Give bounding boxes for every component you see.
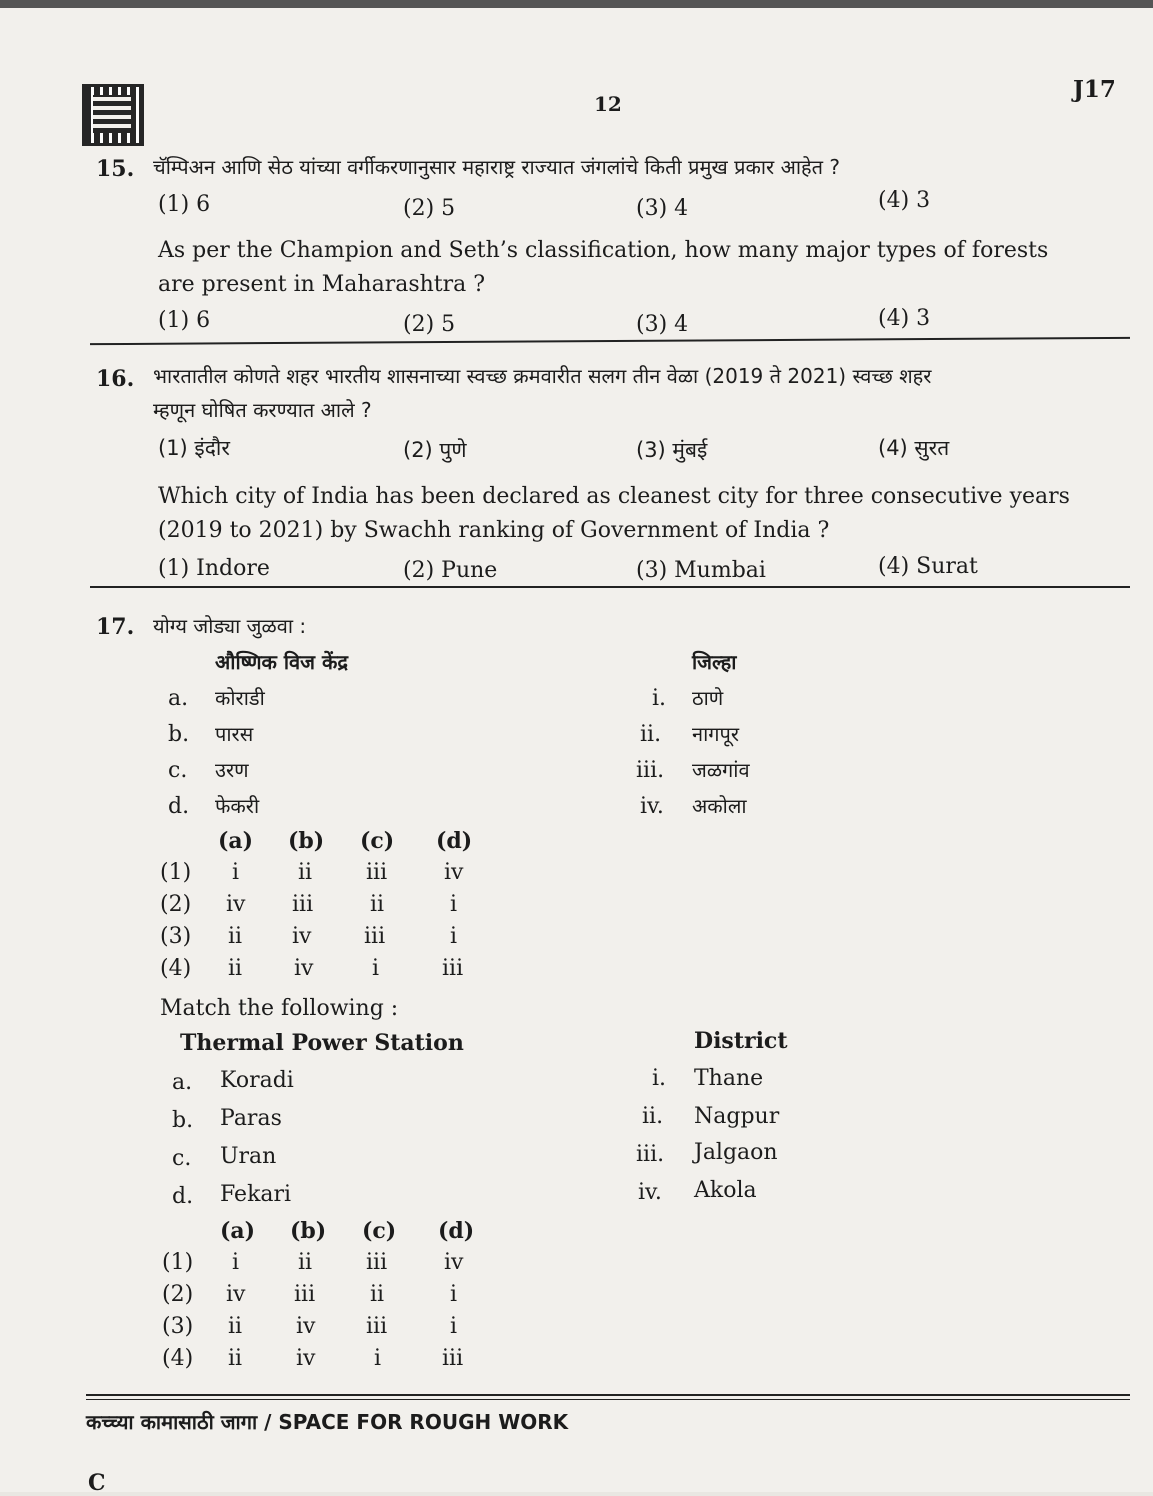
grid-cell: iv	[444, 860, 464, 885]
grid-head: (b)	[288, 828, 325, 854]
grid-cell: i	[450, 892, 458, 917]
list-value: Koradi	[220, 1068, 294, 1093]
grid-head: (b)	[290, 1218, 327, 1244]
list-key: b.	[168, 722, 190, 747]
grid-cell: i	[450, 1314, 458, 1339]
grid-row-number[interactable]: (1)	[162, 1250, 194, 1275]
grid-cell: iii	[442, 1346, 464, 1371]
list-key: iii.	[636, 758, 665, 783]
list-value: उरण	[215, 758, 249, 782]
grid-head: (d)	[436, 828, 473, 854]
divider	[86, 1394, 1130, 1396]
list-key: iv.	[638, 1180, 662, 1205]
list-value: कोराडी	[215, 686, 265, 710]
grid-cell: iii	[294, 1282, 316, 1307]
grid-cell: iv	[296, 1314, 316, 1339]
list-key: c.	[168, 758, 188, 783]
question-text-en: Match the following :	[160, 996, 399, 1021]
grid-cell: ii	[228, 1346, 243, 1371]
question-text-mr: चॅम्पिअन आणि सेठ यांच्या वर्गीकरणानुसार महाराष्ट्र राज्यात जंगलांचे किती प्रमुख प्रकार आहेत ?	[153, 155, 841, 179]
list-key: d.	[172, 1184, 194, 1209]
list-value: Thane	[694, 1066, 764, 1091]
grid-cell: iv	[444, 1250, 464, 1275]
set-mark: C	[88, 1470, 106, 1496]
rough-work-footer: कच्च्या कामासाठी जागा / SPACE FOR ROUGH WORK	[86, 1410, 569, 1434]
grid-head: (a)	[220, 1218, 256, 1244]
list-key: iv.	[640, 794, 664, 819]
grid-cell: ii	[228, 956, 243, 981]
grid-head: (a)	[218, 828, 254, 854]
column-head: जिल्हा	[692, 650, 737, 674]
list-key: i.	[652, 686, 667, 711]
question-text-mr: योग्य जोड्या जुळवा :	[153, 614, 307, 638]
grid-cell: ii	[370, 892, 385, 917]
grid-cell: iii	[292, 892, 314, 917]
option[interactable]: (4) 3	[878, 188, 931, 213]
question-text-en: As per the Champion and Seth’s classification, how many major types of forests	[158, 238, 1049, 263]
list-key: b.	[172, 1108, 194, 1133]
top-edge	[0, 0, 1153, 8]
grid-cell: iv	[292, 924, 312, 949]
grid-cell: iv	[226, 892, 246, 917]
list-value: जळगांव	[692, 758, 750, 782]
question-text-en: (2019 to 2021) by Swachh ranking of Government of India ?	[158, 518, 830, 543]
question-number: 16.	[96, 366, 135, 392]
column-head: Thermal Power Station	[180, 1030, 464, 1056]
option[interactable]: (4) सुरत	[878, 436, 950, 460]
grid-row-number[interactable]: (4)	[160, 956, 192, 981]
option[interactable]: (1) Indore	[158, 556, 270, 581]
grid-cell: iv	[296, 1346, 316, 1371]
option[interactable]: (2) Pune	[403, 558, 498, 583]
list-value: Nagpur	[694, 1104, 780, 1129]
question-text-en: are present in Maharashtra ?	[158, 272, 486, 297]
list-value: पारस	[215, 722, 254, 746]
list-key: d.	[168, 794, 190, 819]
list-value: Paras	[220, 1106, 282, 1131]
grid-cell: ii	[228, 924, 243, 949]
option[interactable]: (3) 4	[636, 196, 689, 221]
grid-cell: iii	[366, 1250, 388, 1275]
option[interactable]: (1) इंदौर	[158, 436, 230, 460]
column-head: District	[694, 1028, 788, 1054]
option[interactable]: (1) 6	[158, 308, 211, 333]
grid-cell: ii	[298, 1250, 313, 1275]
question-number: 15.	[96, 156, 135, 182]
option[interactable]: (2) 5	[403, 196, 456, 221]
list-value: फेकरी	[215, 794, 260, 818]
grid-row-number[interactable]: (4)	[162, 1346, 194, 1371]
list-key: a.	[172, 1070, 193, 1095]
grid-cell: iii	[366, 860, 388, 885]
option[interactable]: (1) 6	[158, 192, 211, 217]
question-number: 17.	[96, 614, 135, 640]
grid-cell: ii	[228, 1314, 243, 1339]
list-value: Fekari	[220, 1182, 292, 1207]
divider	[86, 1399, 1130, 1400]
question-text-en: Which city of India has been declared as cleanest city for three consecutive years	[158, 484, 1070, 509]
list-value: अकोला	[692, 794, 747, 818]
option[interactable]: (3) Mumbai	[636, 558, 766, 583]
option[interactable]: (3) मुंबई	[636, 438, 708, 462]
column-head: औष्णिक विज केंद्र	[215, 650, 348, 674]
grid-cell: i	[232, 1250, 240, 1275]
grid-row-number[interactable]: (3)	[162, 1314, 194, 1339]
list-key: i.	[652, 1066, 667, 1091]
list-value: Jalgaon	[694, 1140, 778, 1165]
divider	[90, 337, 1130, 345]
grid-head: (c)	[360, 828, 395, 854]
option[interactable]: (2) पुणे	[403, 438, 467, 462]
grid-cell: i	[374, 1346, 382, 1371]
grid-cell: i	[232, 860, 240, 885]
list-value: ठाणे	[692, 686, 724, 710]
grid-cell: ii	[298, 860, 313, 885]
question-text-mr: भारतातील कोणते शहर भारतीय शासनाच्या स्वच्छ क्रमवारीत सलग तीन वेळा (2019 ते 2021) स्वच्छ शहर	[153, 364, 932, 388]
grid-cell: iii	[364, 924, 386, 949]
option[interactable]: (4) 3	[878, 306, 931, 331]
list-value: Akola	[694, 1178, 757, 1203]
list-key: a.	[168, 686, 189, 711]
list-key: c.	[172, 1146, 192, 1171]
grid-cell: iii	[442, 956, 464, 981]
booklet-code: J17	[1073, 76, 1116, 103]
option[interactable]: (3) 4	[636, 312, 689, 337]
divider	[90, 586, 1130, 588]
list-value: Uran	[220, 1144, 277, 1169]
option[interactable]: (2) 5	[403, 312, 456, 337]
grid-row-number[interactable]: (1)	[160, 860, 192, 885]
grid-row-number[interactable]: (2)	[160, 892, 192, 917]
option[interactable]: (4) Surat	[878, 554, 978, 579]
list-value: नागपूर	[692, 722, 740, 746]
grid-row-number[interactable]: (3)	[160, 924, 192, 949]
grid-cell: i	[372, 956, 380, 981]
list-key: iii.	[636, 1142, 665, 1167]
grid-row-number[interactable]: (2)	[162, 1282, 194, 1307]
grid-cell: iv	[226, 1282, 246, 1307]
grid-cell: iv	[294, 956, 314, 981]
question-text-mr: म्हणून घोषित करण्यात आले ?	[153, 398, 372, 422]
grid-cell: i	[450, 1282, 458, 1307]
list-key: ii.	[640, 722, 662, 747]
list-key: ii.	[642, 1104, 664, 1129]
qr-code-icon	[82, 84, 144, 146]
grid-cell: ii	[370, 1282, 385, 1307]
page-number: 12	[594, 92, 622, 116]
grid-head: (c)	[362, 1218, 397, 1244]
grid-head: (d)	[438, 1218, 475, 1244]
grid-cell: iii	[366, 1314, 388, 1339]
grid-cell: i	[450, 924, 458, 949]
